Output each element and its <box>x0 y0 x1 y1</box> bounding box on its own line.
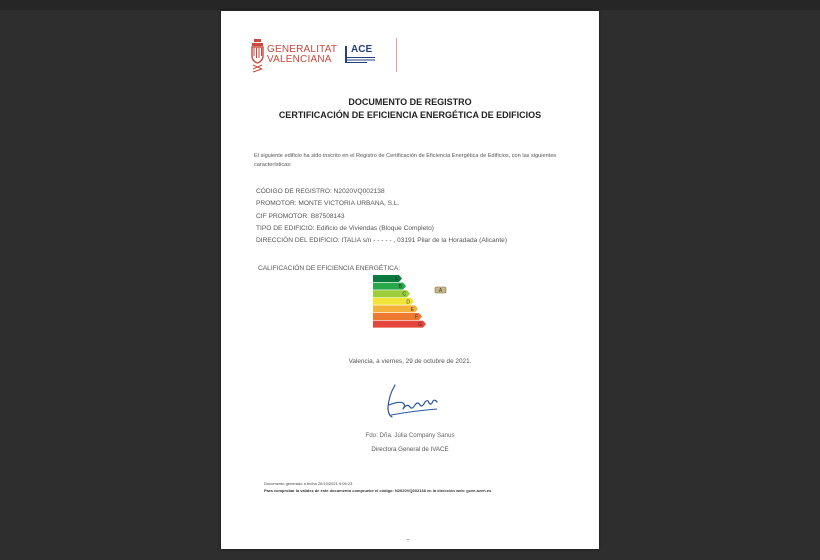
signatory-name: Fdo: Dña. Júlia Company Sanus <box>365 432 455 439</box>
document-subtitle: CERTIFICACIÓN DE EFICIENCIA ENERGÉTICA DE EDIFICIOS <box>278 110 542 120</box>
field-direccion: DIRECCIÓN DEL EDIFICIO: ITALIA s/n - - - - - , 03191 Pilar de la Horadada (Alicante) <box>256 237 508 244</box>
document-title: DOCUMENTO DE REGISTRO <box>348 97 472 107</box>
issue-date: Valencia, a viernes, 29 de octubre de 2021. <box>348 358 472 365</box>
rating-label-f: F <box>414 314 418 321</box>
energy-rating-scale <box>373 275 453 329</box>
field-cif: CIF PROMOTOR: B87508143 <box>256 213 345 220</box>
rating-label-d: D <box>406 299 410 306</box>
header-divider <box>396 38 397 72</box>
rating-label-a: A <box>394 276 398 283</box>
viewer-top-bar <box>0 0 820 10</box>
signatory-title: Directora General de IVACE <box>371 446 449 453</box>
field-promotor: PROMOTOR: MONTE VICTORIA URBANA, S.L. <box>256 200 400 207</box>
rating-result-label: A <box>438 287 443 294</box>
generalitat-name <box>267 45 337 65</box>
footer-validation-note: Para comprobar la validez de este documento compruebe el código: N2020VQ002138 en la dirección web: gcee.aven.es <box>264 488 492 493</box>
ace-logo: ACE <box>351 44 373 55</box>
rating-label-b: B <box>398 284 402 291</box>
field-codigo: CÓDIGO DE REGISTRO: N2020VQ002138 <box>256 188 385 195</box>
rating-label-c: C <box>402 291 406 298</box>
generalitat-logo-icon <box>251 39 265 73</box>
ace-subtitle-decoration-icon <box>345 57 377 63</box>
page-marker <box>407 539 409 540</box>
org-line-1: GENERALITAT <box>267 44 338 55</box>
rating-label-e: E <box>410 306 414 313</box>
org-line-2: VALENCIANA <box>267 54 332 65</box>
ace-subtitle-lines <box>345 57 385 64</box>
rating-label-g: G <box>418 322 422 329</box>
field-tipo: TIPO DE EDIFICIO: Edificio de Viviendas (Bloque Completo) <box>256 225 434 232</box>
calificacion-label: CALIFICACIÓN DE EFICIENCIA ENERGÉTICA: <box>258 265 401 272</box>
intro-paragraph: El siguiente edificio ha sido inscrito en el Registro de Certificación de Eficiencia Energética de Edificios, con las siguientes características: <box>254 153 557 168</box>
signature-icon <box>383 379 445 423</box>
document-page <box>221 11 599 549</box>
footer-generated-date: Documento generado a fecha 20/10/2021 9:05:23 <box>264 481 353 486</box>
